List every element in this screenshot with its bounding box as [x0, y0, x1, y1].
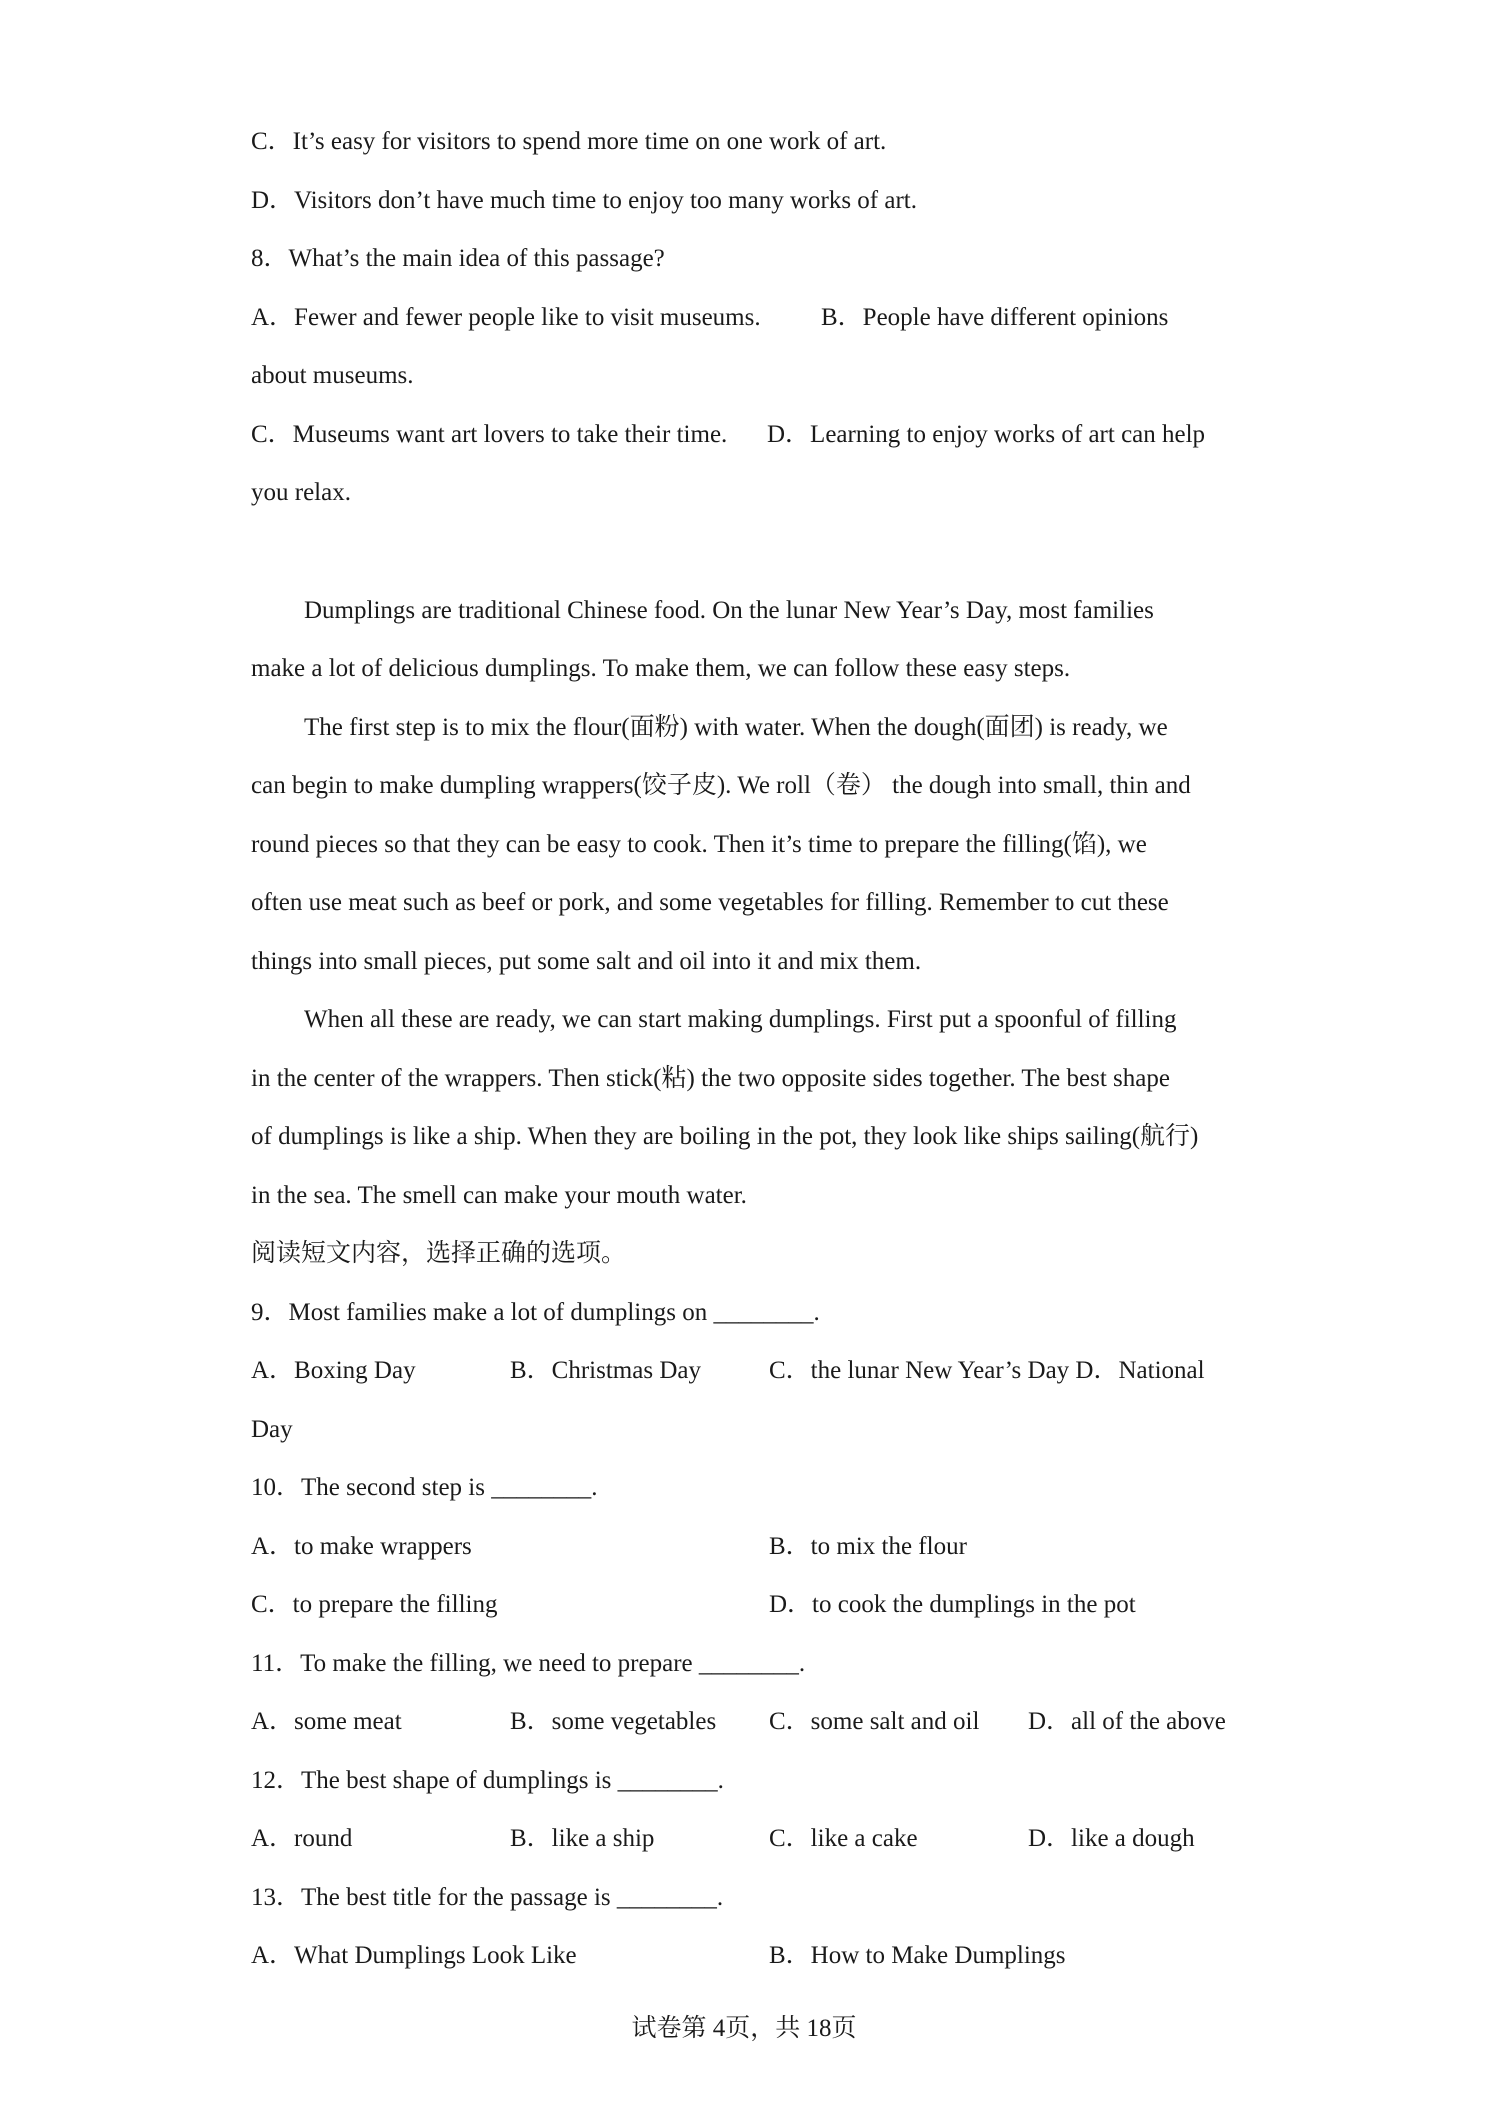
page-footer: 试卷第 4页，共 18页	[631, 2015, 857, 2042]
q11-stem: 11．To make the filling, we need to prepare ________.	[251, 1650, 806, 1677]
q13-stem: 13．The best title for the passage is ________.	[251, 1884, 724, 1911]
q10-stem: 10．The second step is ________.	[251, 1474, 598, 1501]
passage-line: things into small pieces, put some salt and oil into it and mix them.	[251, 948, 922, 975]
passage-line: in the sea. The smell can make your mouth water.	[251, 1182, 747, 1209]
q9-stem: 9．Most families make a lot of dumplings on ________.	[251, 1299, 820, 1326]
q7-option-d: D．Visitors don’t have much time to enjoy too many works of art.	[251, 187, 917, 214]
passage-line: When all these are ready, we can start making dumplings. First put a spoonful of filling	[304, 1006, 1177, 1033]
q10-option-c: C．to prepare the filling	[251, 1591, 498, 1618]
q7-option-c: C．It’s easy for visitors to spend more time on one work of art.	[251, 128, 887, 155]
q9-option-cd: C．the lunar New Year’s Day D．National	[769, 1357, 1205, 1384]
q11-option-d: D．all of the above	[1028, 1708, 1226, 1735]
q11-option-b: B．some vegetables	[510, 1708, 717, 1735]
q9-option-b: B．Christmas Day	[510, 1357, 701, 1384]
q12-option-a: A．round	[251, 1825, 353, 1852]
q8-option-a: A．Fewer and fewer people like to visit museums.	[251, 304, 761, 331]
passage-line: of dumplings is like a ship. When they are boiling in the pot, they look like ships sailing(航行)	[251, 1123, 1199, 1150]
q12-option-b: B．like a ship	[510, 1825, 655, 1852]
q8-option-b-wrap: about museums.	[251, 362, 414, 389]
passage-line: in the center of the wrappers. Then stick(粘) the two opposite sides together. The best shape	[251, 1065, 1170, 1092]
q8-option-d-wrap: you relax.	[251, 479, 351, 506]
passage-line: often use meat such as beef or pork, and some vegetables for filling. Remember to cut these	[251, 889, 1169, 916]
q8-stem: 8．What’s the main idea of this passage?	[251, 245, 665, 272]
q8-option-c: C．Museums want art lovers to take their time.	[251, 421, 728, 448]
instruction-text: 阅读短文内容，选择正确的选项。	[251, 1240, 627, 1267]
q10-option-d: D．to cook the dumplings in the pot	[769, 1591, 1136, 1618]
q13-option-b: B．How to Make Dumplings	[769, 1942, 1066, 1969]
passage-line: Dumplings are traditional Chinese food. On the lunar New Year’s Day, most families	[304, 597, 1154, 624]
q8-option-d: D．Learning to enjoy works of art can help	[767, 421, 1206, 448]
q12-option-c: C．like a cake	[769, 1825, 918, 1852]
passage-line: can begin to make dumpling wrappers(饺子皮). We roll（卷） the dough into small, thin and	[251, 772, 1191, 799]
q10-option-b: B．to mix the flour	[769, 1533, 967, 1560]
passage-line: round pieces so that they can be easy to cook. Then it’s time to prepare the filling(馅), we	[251, 831, 1147, 858]
q13-option-a: A．What Dumplings Look Like	[251, 1942, 577, 1969]
q9-option-d-wrap: Day	[251, 1416, 293, 1443]
q12-option-d: D．like a dough	[1028, 1825, 1195, 1852]
passage-line: The first step is to mix the flour(面粉) with water. When the dough(面团) is ready, we	[304, 714, 1168, 741]
q11-option-a: A．some meat	[251, 1708, 402, 1735]
q10-option-a: A．to make wrappers	[251, 1533, 472, 1560]
q8-option-b: B．People have different opinions	[821, 304, 1169, 331]
q11-option-c: C．some salt and oil	[769, 1708, 980, 1735]
passage-line: make a lot of delicious dumplings. To make them, we can follow these easy steps.	[251, 655, 1071, 682]
q12-stem: 12．The best shape of dumplings is ________.	[251, 1767, 724, 1794]
q9-option-a: A．Boxing Day	[251, 1357, 416, 1384]
